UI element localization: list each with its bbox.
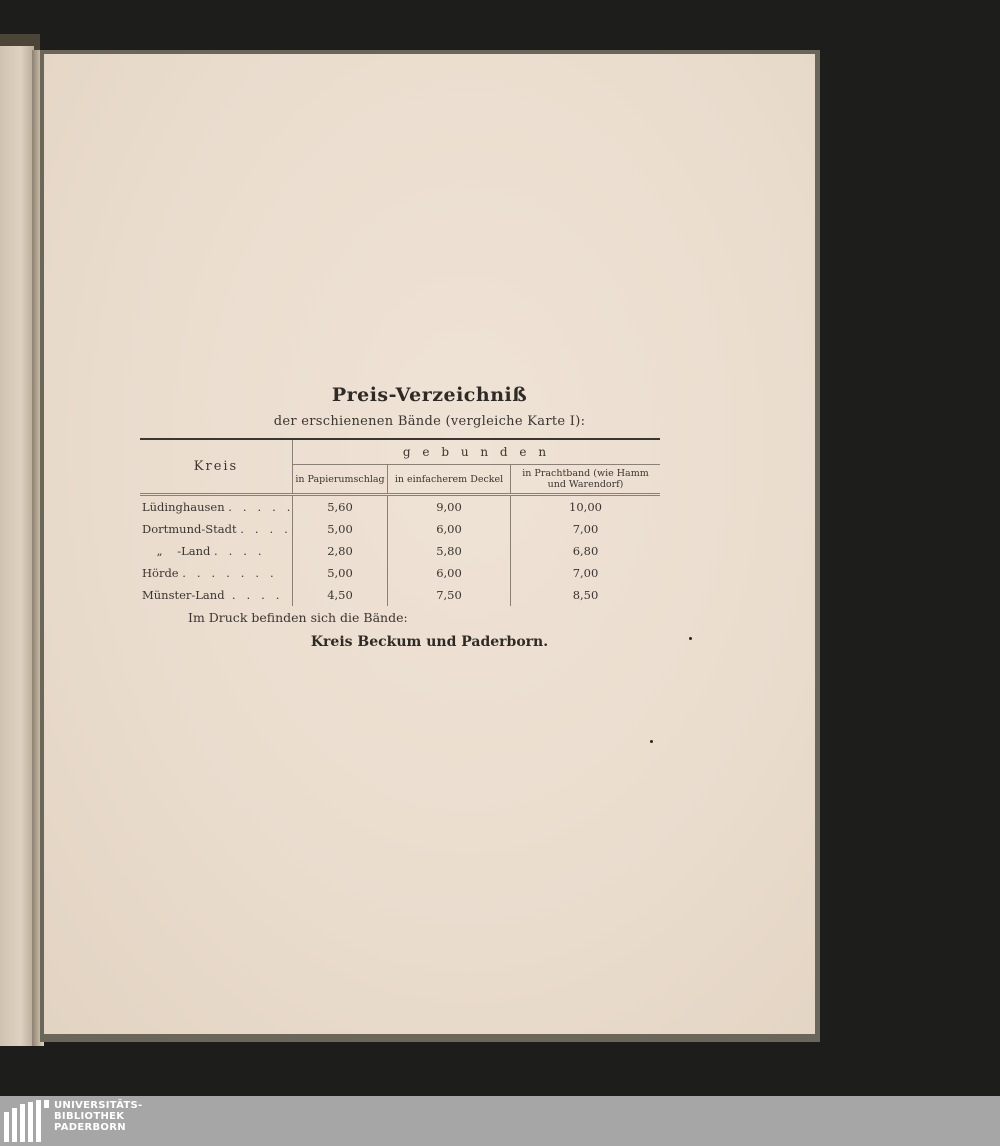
row-pracht: 7,00 <box>572 522 599 536</box>
paper-speck <box>689 637 692 640</box>
table-row <box>140 562 660 584</box>
table-row <box>140 518 660 540</box>
library-name-line1: UNIVERSITÄTS- <box>54 1100 143 1111</box>
row-papier: 5,60 <box>293 496 388 518</box>
library-name-line2: BIBLIOTHEK <box>54 1111 125 1122</box>
column-header-kreis: Kreis <box>140 440 293 495</box>
paper-speck <box>650 740 653 743</box>
row-kreis: „ -Land . . . . <box>140 540 293 562</box>
in-print-note: Im Druck befinden sich die Bände: <box>188 610 408 625</box>
left-page-edge <box>0 46 34 1046</box>
row-deckel: 5,80 <box>388 540 511 562</box>
page-title: Preis-Verzeichniß <box>331 384 528 406</box>
column-header-pracht: in Prachtband (wie Hamm und Warendorf) <box>522 468 649 490</box>
row-pracht: 8,50 <box>572 588 599 602</box>
row-pracht: 7,00 <box>572 566 599 580</box>
library-footer <box>0 1096 1000 1146</box>
price-table <box>140 438 660 606</box>
row-kreis: Hörde . . . . . . . <box>140 562 293 584</box>
table-row <box>140 584 660 606</box>
row-kreis: Dortmund-Stadt . . . . <box>140 518 293 540</box>
column-header-deckel: in einfacherem Deckel <box>388 465 511 495</box>
row-kreis: Lüdinghausen . . . . . <box>140 496 293 518</box>
table-row <box>140 540 660 562</box>
row-deckel: 9,00 <box>388 496 511 518</box>
table-row <box>140 496 660 518</box>
row-kreis: Münster-Land . . . . <box>140 584 293 606</box>
library-name-line3: PADERBORN <box>54 1122 126 1133</box>
column-header-papier: in Papierumschlag <box>293 465 388 495</box>
row-pracht: 6,80 <box>572 544 599 558</box>
library-logo-icon <box>4 1100 48 1142</box>
row-papier: 4,50 <box>293 584 388 606</box>
library-name <box>54 1100 143 1133</box>
row-papier: 2,80 <box>293 540 388 562</box>
row-deckel: 7,50 <box>388 584 511 606</box>
book-page <box>44 54 815 1034</box>
row-deckel: 6,00 <box>388 518 511 540</box>
row-pracht: 10,00 <box>569 500 602 514</box>
in-print-volumes: Kreis Beckum und Paderborn. <box>310 634 549 650</box>
row-deckel: 6,00 <box>388 562 511 584</box>
page-subtitle: der erschienenen Bände (vergleiche Karte I): <box>273 414 586 429</box>
row-papier: 5,00 <box>293 562 388 584</box>
column-group-gebunden: g e b u n d e n <box>293 440 661 465</box>
row-papier: 5,00 <box>293 518 388 540</box>
